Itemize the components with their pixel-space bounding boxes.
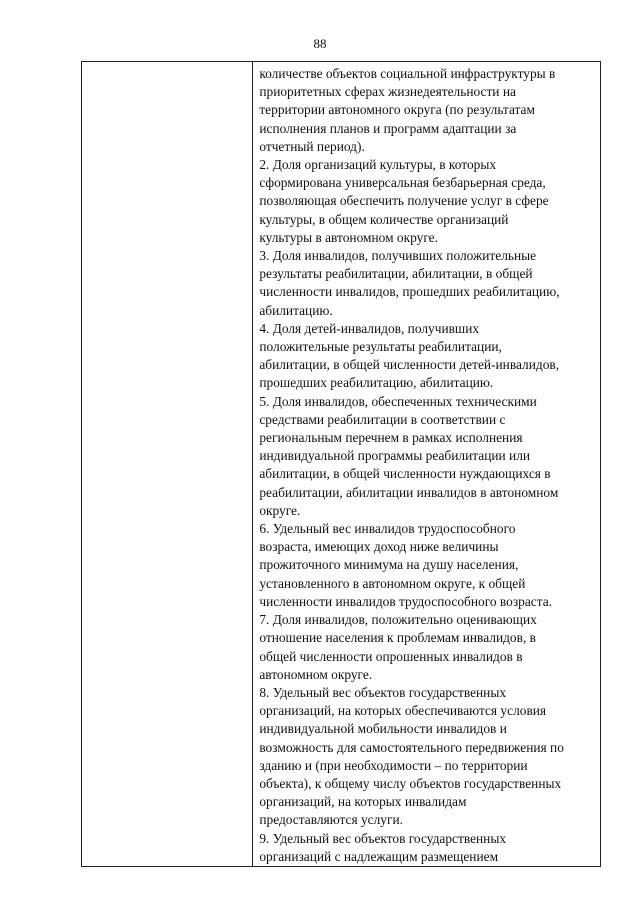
text-line: отношение населения к проблемам инвалидов, в — [259, 630, 536, 646]
left-cell-text — [82, 62, 252, 65]
text-line: численности инвалидов, прошедших реабилитацию, — [259, 284, 560, 300]
text-line: организаций с надлежащим размещением — [259, 848, 499, 864]
text-line: абилитации, в общей численности нуждающихся в — [259, 466, 551, 482]
text-line: 4. Доля детей-инвалидов, получивших — [259, 320, 480, 336]
table-cell-left — [82, 62, 253, 867]
text-line: установленного в автономном округе, к общей — [259, 575, 526, 591]
text-line: 5. Доля инвалидов, обеспеченных техническими — [259, 393, 537, 409]
text-line: абилитации, в общей численности детей-инвалидов, — [259, 357, 560, 373]
text-line: реабилитации, абилитации инвалидов в автономном — [259, 484, 559, 500]
text-line: абилитацию. — [259, 302, 333, 318]
document-table — [81, 61, 601, 867]
indicators-text — [253, 62, 600, 866]
text-line: индивидуальной программы реабилитации или — [259, 448, 531, 464]
text-line: средствами реабилитации в соответствии с — [259, 411, 506, 427]
text-line: индивидуальной мобильности инвалидов и — [259, 721, 507, 737]
text-line: культуры в автономном округе. — [259, 229, 438, 245]
text-line: территории автономного округа (по результатам — [259, 102, 535, 118]
text-line: позволяющая обеспечить получение услуг в сфере — [259, 193, 549, 209]
text-line: возможность для самостоятельного передвижения по — [259, 739, 564, 755]
text-line: результаты реабилитации, абилитации, в общей — [259, 266, 533, 282]
text-line: количестве объектов социальной инфраструктуры в — [259, 66, 556, 81]
text-line: автономном округе. — [259, 666, 373, 682]
table-cell-right — [253, 62, 601, 867]
text-line: зданию и (при необходимости – по территории — [259, 757, 528, 773]
table-row — [82, 62, 601, 867]
text-line: сформирована универсальная безбарьерная среда, — [259, 175, 546, 191]
text-line: объекта), к общему числу объектов государственных — [259, 775, 562, 791]
text-line: исполнения планов и программ адаптации за — [259, 120, 517, 136]
text-line: 9. Удельный вес объектов государственных — [259, 830, 507, 846]
text-line: приоритетных сферах жизнедеятельности на — [259, 84, 516, 100]
text-line: отчетный период). — [259, 138, 365, 154]
text-line: 3. Доля инвалидов, получивших положительные — [259, 248, 537, 264]
text-line: округе. — [259, 502, 301, 518]
page-number: 88 — [313, 36, 327, 51]
text-line: региональным перечнем в рамках исполнения — [259, 430, 523, 446]
text-line: предоставляются услуги. — [259, 812, 404, 828]
text-line: 8. Удельный вес объектов государственных — [259, 684, 507, 700]
text-line: численности инвалидов трудоспособного возраста. — [259, 593, 553, 609]
text-line: общей численности опрошенных инвалидов в — [259, 648, 523, 664]
text-line: положительные результаты реабилитации, — [259, 339, 502, 355]
text-line: 7. Доля инвалидов, положительно оценивающих — [259, 612, 537, 628]
text-line: 6. Удельный вес инвалидов трудоспособного — [259, 521, 516, 537]
text-line: организаций, на которых инвалидам — [259, 794, 467, 810]
text-line: культуры, в общем количестве организаций — [259, 211, 509, 227]
text-line: прожиточного минимума на душу населения, — [259, 557, 519, 573]
text-line: 2. Доля организаций культуры, в которых — [259, 157, 497, 173]
text-line: возраста, имеющих доход ниже величины — [259, 539, 499, 555]
text-line: организаций, на которых обеспечиваются условия — [259, 703, 547, 719]
text-line: прошедших реабилитацию, абилитацию. — [259, 375, 494, 391]
